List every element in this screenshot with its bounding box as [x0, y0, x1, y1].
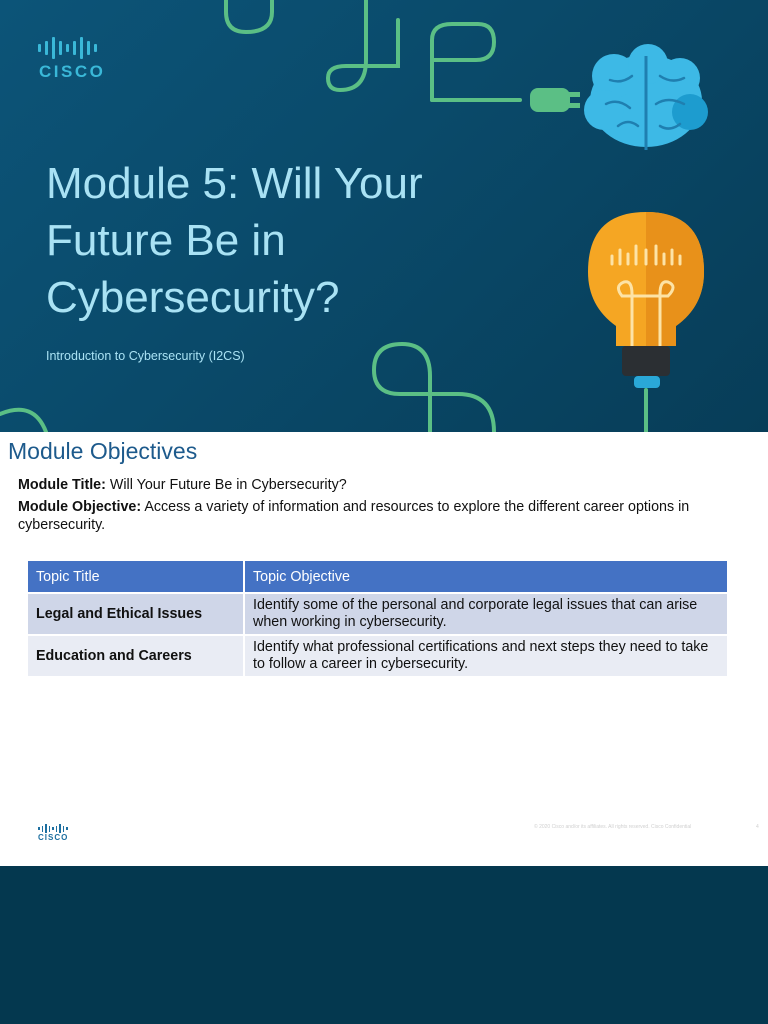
brain-icon	[584, 44, 708, 150]
column-header-topic-title: Topic Title	[28, 561, 244, 593]
module-objective-line	[18, 498, 738, 534]
copyright-notice: © 2020 Cisco and/or its affiliates. All rights reserved. Cisco Confidential	[534, 824, 692, 830]
column-header-topic-objective: Topic Objective	[244, 561, 728, 593]
objectives-heading: Module Objectives	[8, 438, 198, 464]
lightbulb-icon	[588, 212, 704, 388]
footer-cisco-logo	[38, 824, 68, 842]
cisco-logo-text: CISCO	[39, 62, 106, 81]
module-objective-value: Access a variety of information and resources to explore the different career options in cybersecurity.	[18, 499, 690, 533]
circuit-line	[226, 0, 272, 32]
table-row	[28, 635, 728, 676]
module-meta	[18, 476, 738, 538]
circuit-line	[328, 0, 398, 90]
table-header-row	[28, 561, 728, 593]
module-title-label: Module Title:	[18, 477, 106, 493]
topic-objective-cell: Identify what professional certifications and next steps they need to take to follow a career in cybersecurity.	[244, 635, 728, 676]
circuit-line	[374, 344, 494, 432]
topic-title-cell: Education and Careers	[28, 635, 244, 676]
module-title-line	[18, 476, 738, 494]
circuit-line	[0, 410, 46, 432]
topics-table	[28, 561, 729, 676]
topic-objective-cell: Identify some of the personal and corporate legal issues that can arise when working in cybersecurity.	[244, 593, 728, 635]
module-title: Module 5: Will Your Future Be in Cybersecurity?	[46, 159, 423, 322]
title-slide	[0, 0, 768, 432]
cisco-logo	[38, 36, 105, 82]
objectives-slide	[0, 432, 768, 866]
page-number: 4	[756, 824, 759, 830]
footer-logo-bars	[38, 824, 68, 833]
circuit-line	[432, 24, 494, 100]
course-subtitle: Introduction to Cybersecurity (I2CS)	[46, 349, 245, 363]
module-title-value: Will Your Future Be in Cybersecurity?	[109, 477, 347, 493]
table-row	[28, 593, 728, 635]
topic-title-cell: Legal and Ethical Issues	[28, 593, 244, 635]
plug-icon	[530, 88, 580, 112]
footer-logo-text: CISCO	[38, 833, 69, 842]
module-objective-label: Module Objective:	[18, 499, 142, 515]
cisco-logo-bars	[38, 36, 105, 60]
